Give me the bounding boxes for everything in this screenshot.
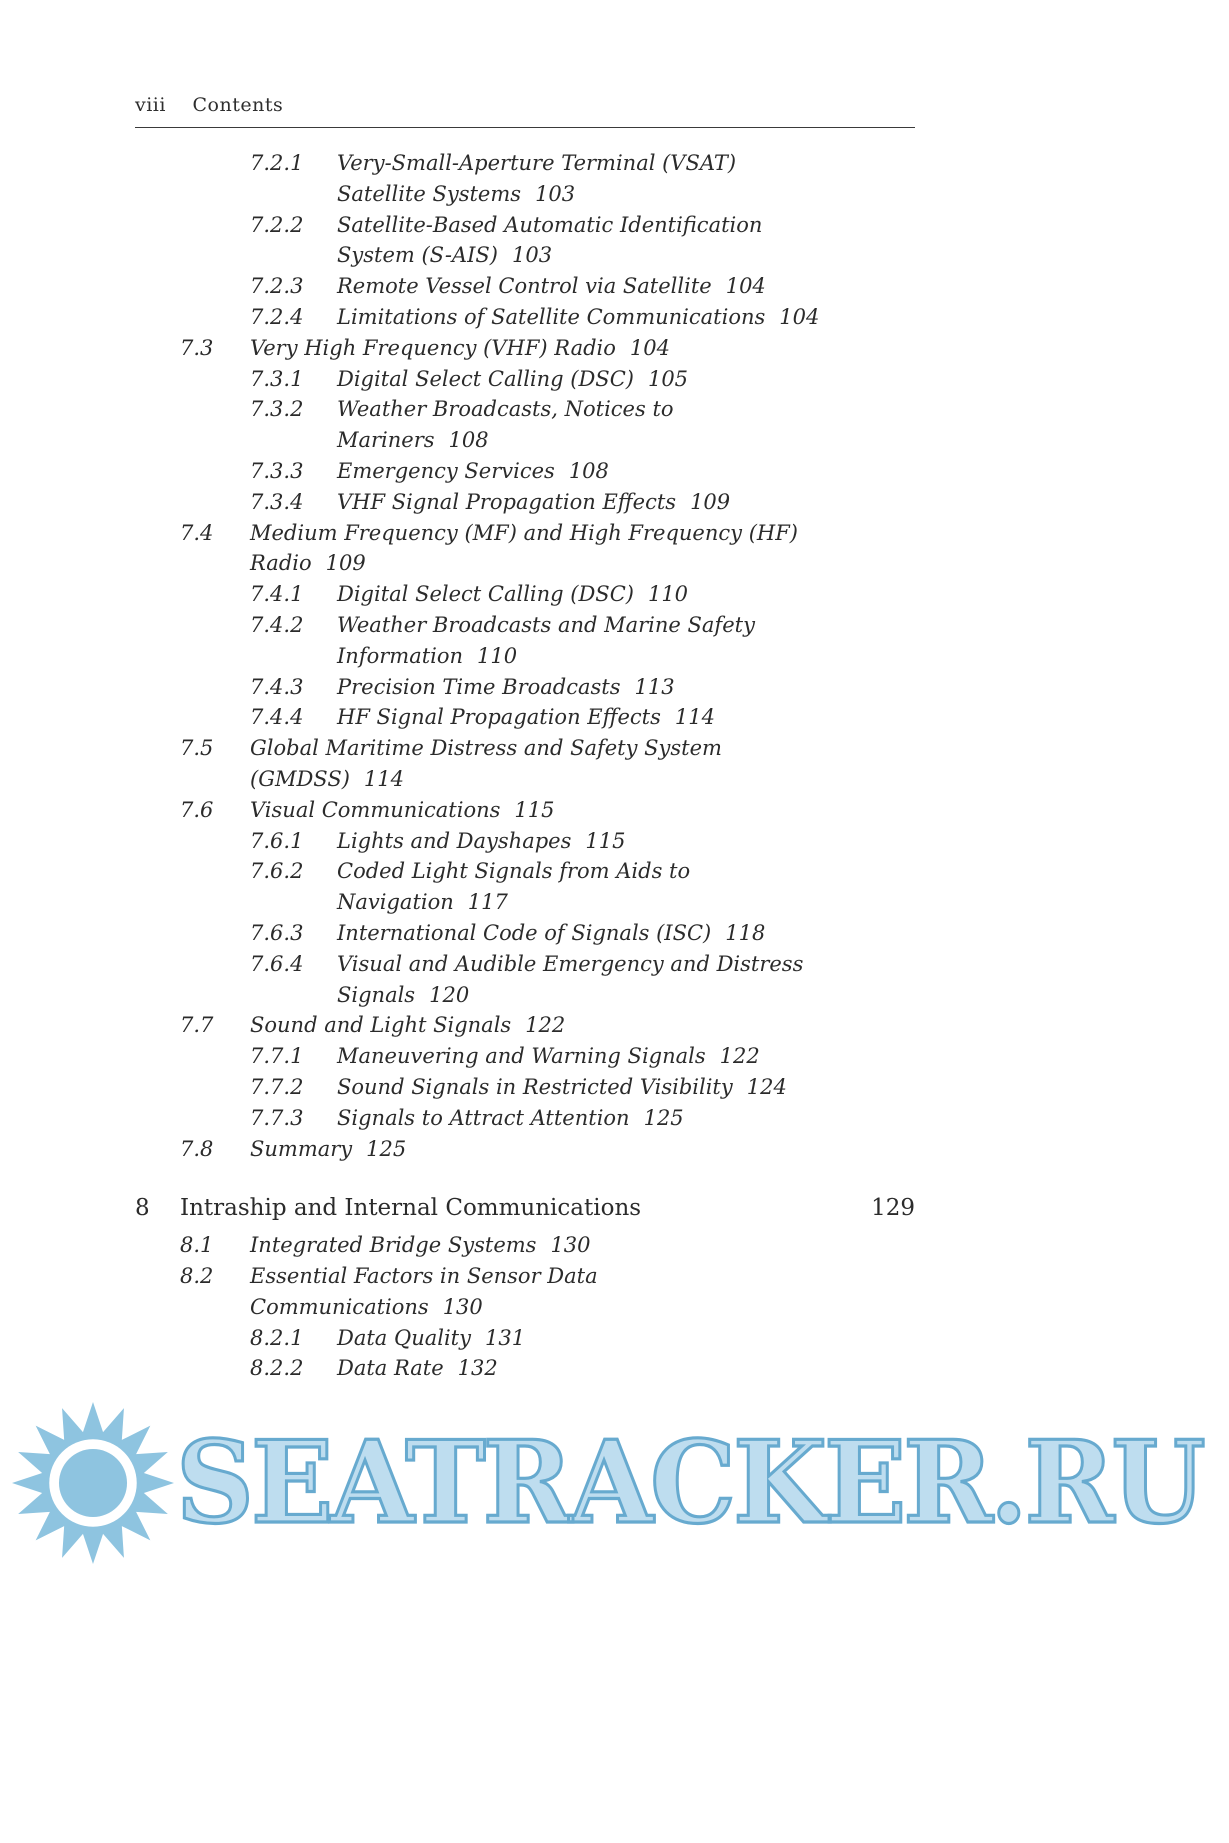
toc-title-block — [250, 733, 915, 795]
sun-icon — [12, 1399, 174, 1567]
toc-title-block — [337, 918, 915, 949]
toc-title: Visual and Audible Emergency and Distress — [337, 951, 804, 976]
toc-number: 7.4.2 — [250, 612, 304, 637]
toc-title-block — [250, 1261, 915, 1323]
toc-page-number: 130 — [442, 1294, 483, 1319]
toc-number: 7.2.3 — [250, 274, 304, 299]
toc-page-number: 125 — [366, 1136, 407, 1161]
toc-number: 7.3.3 — [250, 458, 304, 483]
toc-title: Radio — [250, 551, 312, 576]
toc-page-number: 104 — [629, 335, 670, 360]
toc-title: Sound Signals in Restricted Visibility — [337, 1074, 733, 1099]
toc-title: Coded Light Signals from Aids to — [337, 859, 691, 884]
toc-page-number: 131 — [485, 1325, 526, 1350]
toc-page-number: 114 — [674, 705, 715, 730]
toc-title: Maneuvering and Warning Signals — [337, 1044, 706, 1069]
toc-title-block — [337, 1323, 915, 1354]
toc-number: 7.4 — [180, 520, 214, 545]
toc-entry — [135, 1072, 915, 1103]
toc-page-number: 113 — [634, 674, 675, 699]
toc-title: (GMDSS) — [250, 766, 350, 791]
toc-entry — [135, 487, 915, 518]
toc-number: 7.7.2 — [250, 1074, 304, 1099]
toc-number: 7.4.3 — [250, 674, 304, 699]
toc-title-block — [250, 1134, 915, 1165]
toc-page-number: 110 — [647, 582, 689, 607]
toc-title: Data Quality — [337, 1325, 471, 1350]
toc-title: Very-Small-Aperture Terminal (VSAT) — [337, 151, 737, 175]
toc-entry — [135, 1230, 915, 1261]
toc-page-number: 120 — [429, 982, 470, 1007]
toc-number: 8.2 — [180, 1264, 214, 1289]
toc-page-number: 108 — [448, 428, 489, 453]
toc-page-number: 109 — [325, 551, 366, 576]
toc-page-number: 110 — [477, 643, 518, 668]
toc-entry — [135, 1261, 915, 1323]
toc-title: Remote Vessel Control via Satellite — [337, 274, 712, 299]
toc-page-number: 122 — [525, 1013, 566, 1038]
toc-title-block — [337, 702, 915, 733]
toc-title-block — [337, 1041, 915, 1072]
toc-title-block — [337, 487, 915, 518]
toc-title: Very High Frequency (VHF) Radio — [250, 335, 616, 360]
toc-page-number: 109 — [690, 489, 731, 514]
toc-number: 8.2.1 — [250, 1325, 304, 1350]
toc-title: International Code of Signals (ISC) — [337, 920, 712, 945]
toc-title-block — [337, 949, 915, 1011]
toc-title: Data Rate — [337, 1356, 444, 1381]
running-title: Contents — [192, 94, 284, 116]
watermark — [12, 1393, 1222, 1573]
toc-title-block — [337, 456, 915, 487]
toc-number: 7.6.1 — [250, 828, 304, 853]
toc-entry — [135, 733, 915, 795]
toc-number: 7.6 — [180, 797, 214, 822]
toc-number: 7.3 — [180, 335, 214, 360]
toc-entry — [135, 1103, 915, 1134]
toc-title: Lights and Dayshapes — [337, 828, 572, 853]
toc-number: 7.5 — [180, 736, 214, 761]
toc-title: Mariners — [337, 428, 435, 453]
toc-title: Satellite Systems — [337, 181, 522, 206]
toc-page-number: 114 — [363, 766, 404, 791]
toc-page-number: 125 — [643, 1105, 684, 1130]
toc-title: Digital Select Calling (DSC) — [337, 582, 634, 607]
toc-entry — [135, 302, 915, 333]
watermark-text: SEATRACKER.RU — [176, 1416, 1203, 1550]
toc-page-number: 115 — [585, 828, 626, 853]
toc-list — [135, 148, 915, 1384]
toc-page-number: 103 — [511, 243, 553, 268]
toc-title: Information — [337, 643, 464, 668]
toc-number: 7.6.3 — [250, 920, 304, 945]
toc-page-number: 104 — [779, 304, 820, 329]
toc-number: 8.1 — [180, 1233, 214, 1258]
toc-entry — [135, 949, 915, 1011]
toc-title: Integrated Bridge Systems — [250, 1233, 537, 1258]
toc-title-block — [250, 1230, 915, 1261]
toc-title-block — [250, 795, 915, 826]
toc-title-block — [337, 579, 915, 610]
toc-title: System (S-AIS) — [337, 243, 498, 268]
toc-number: 8 — [135, 1195, 150, 1222]
toc-entry — [135, 1353, 915, 1384]
toc-number: 7.8 — [180, 1136, 214, 1161]
toc-page-number: 118 — [725, 920, 766, 945]
toc-number: 7.6.2 — [250, 859, 304, 884]
toc-page-number: 104 — [725, 274, 766, 299]
toc-title: Sound and Light Signals — [250, 1013, 512, 1038]
toc-entry — [135, 210, 915, 272]
toc-title: Summary — [250, 1136, 353, 1161]
toc-title: Intraship and Internal Communications — [180, 1195, 642, 1222]
toc-title: Signals to Attract Attention — [337, 1105, 630, 1130]
toc-title: Emergency Services — [337, 458, 555, 483]
toc-entry — [135, 364, 915, 395]
toc-title-block — [337, 1353, 915, 1384]
toc-page-number: 129 — [871, 1195, 915, 1222]
toc-number: 7.2.4 — [250, 304, 304, 329]
toc-entry — [135, 610, 915, 672]
toc-title-block — [337, 148, 915, 210]
toc-title-block — [180, 1190, 871, 1226]
toc-title: Weather Broadcasts and Marine Safety — [337, 612, 755, 637]
toc-page-number: 124 — [746, 1074, 787, 1099]
toc-entry — [135, 918, 915, 949]
toc-entry — [135, 456, 915, 487]
toc-page-number: 115 — [514, 797, 555, 822]
toc-entry — [135, 795, 915, 826]
toc-title: Medium Frequency (MF) and High Frequency (HF) — [250, 520, 798, 545]
toc-title: Limitations of Satellite Communications — [337, 304, 766, 329]
toc-entry — [135, 1323, 915, 1354]
toc-page-number: 130 — [550, 1233, 591, 1258]
toc-entry — [135, 826, 915, 857]
toc-title-block — [337, 210, 915, 272]
toc-title: Global Maritime Distress and Safety System — [250, 736, 722, 761]
toc-title: Communications — [250, 1294, 429, 1319]
toc-entry — [135, 1041, 915, 1072]
toc-title-block — [337, 826, 915, 857]
toc-title-block — [337, 364, 915, 395]
page-folio: viii — [135, 94, 166, 116]
toc-title-block — [337, 302, 915, 333]
toc-title: Weather Broadcasts, Notices to — [337, 397, 674, 422]
toc-title-block — [337, 856, 915, 918]
toc-entry — [135, 702, 915, 733]
toc-number: 7.6.4 — [250, 951, 304, 976]
toc-title: Satellite-Based Automatic Identification — [337, 212, 763, 237]
toc-number: 7.4.4 — [250, 705, 304, 730]
page-header — [135, 94, 915, 128]
toc-entry — [135, 148, 915, 210]
toc-entry — [135, 1134, 915, 1165]
toc-number: 7.3.4 — [250, 489, 304, 514]
toc-title-block — [250, 518, 915, 580]
toc-entry — [135, 672, 915, 703]
toc-page-number: 105 — [647, 366, 689, 391]
toc-number: 7.2.1 — [250, 151, 304, 175]
toc-title-block — [250, 333, 915, 364]
toc-title: HF Signal Propagation Effects — [337, 705, 661, 730]
toc-page-number: 103 — [535, 181, 576, 206]
toc-title: Digital Select Calling (DSC) — [337, 366, 634, 391]
toc-title: Precision Time Broadcasts — [337, 674, 621, 699]
toc-page-number: 132 — [457, 1356, 498, 1381]
toc-number: 7.7 — [180, 1013, 214, 1038]
toc-title: Signals — [337, 982, 416, 1007]
toc-title: Visual Communications — [250, 797, 501, 822]
toc-entry — [135, 271, 915, 302]
toc-number: 7.3.2 — [250, 397, 304, 422]
toc-entry — [135, 518, 915, 580]
toc-title: Essential Factors in Sensor Data — [250, 1264, 598, 1289]
toc-title: VHF Signal Propagation Effects — [337, 489, 677, 514]
toc-number: 7.7.3 — [250, 1105, 304, 1130]
toc-title-block — [337, 394, 915, 456]
toc-title-block — [250, 1010, 915, 1041]
toc-number: 7.2.2 — [250, 212, 304, 237]
toc-title-block — [337, 1103, 915, 1134]
toc-chapter-entry — [135, 1190, 915, 1226]
toc-page-number: 108 — [568, 458, 609, 483]
toc-page-number: 117 — [467, 890, 508, 915]
toc-title-block — [337, 672, 915, 703]
toc-title-block — [337, 271, 915, 302]
toc-entry — [135, 333, 915, 364]
toc-number: 7.7.1 — [250, 1044, 304, 1069]
toc-number: 7.3.1 — [250, 366, 304, 391]
toc-title: Navigation — [337, 890, 454, 915]
toc-entry — [135, 856, 915, 918]
toc-number: 8.2.2 — [250, 1356, 304, 1381]
toc-entry — [135, 579, 915, 610]
toc-number: 7.4.1 — [250, 582, 304, 607]
toc-title-block — [337, 610, 915, 672]
toc-page-number: 122 — [719, 1044, 760, 1069]
toc-title-block — [337, 1072, 915, 1103]
toc-entry — [135, 394, 915, 456]
toc-entry — [135, 1010, 915, 1041]
